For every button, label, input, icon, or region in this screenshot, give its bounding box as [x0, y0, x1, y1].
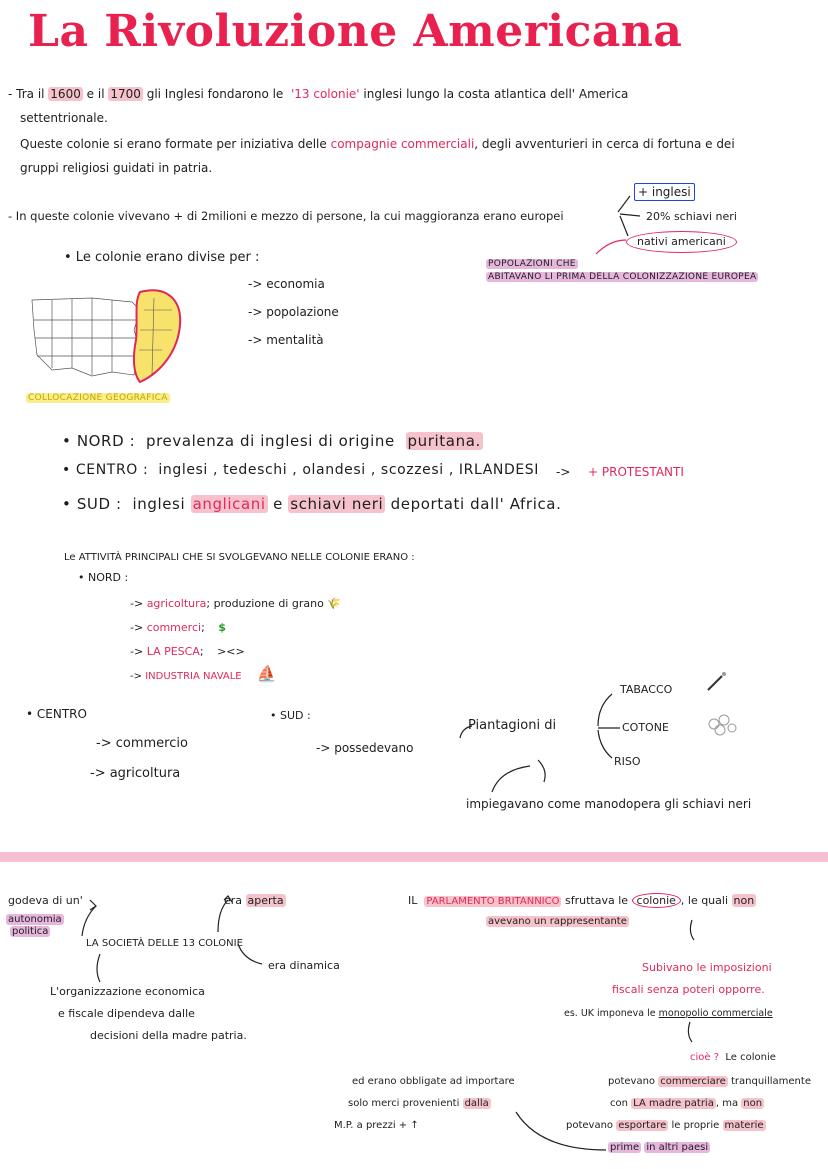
activity-extra: ; produzione di grano — [206, 597, 324, 610]
centro-item-agricoltura: -> agricoltura — [90, 766, 181, 781]
es-underline: monopolio commerciale — [658, 1008, 773, 1019]
intro-text: inglesi lungo la costa atlantica dell' America — [359, 87, 629, 101]
org-line-1: L'organizzazione economica — [50, 985, 205, 998]
cioe-text: cioè ? — [690, 1052, 720, 1063]
crop-cotone: COTONE — [622, 721, 669, 734]
centro-note: + PROTESTANTI — [588, 465, 684, 479]
trade-highlight: esportare — [618, 1120, 667, 1131]
trade-text: tranquillamente — [731, 1076, 811, 1087]
autonomy-text: autonomia — [8, 914, 62, 925]
arrow: -> — [130, 597, 144, 610]
region-text: prevalenza di inglesi di origine — [146, 432, 395, 450]
cioe-text: Le colonie — [725, 1052, 776, 1063]
division-item-economia: -> economia — [248, 277, 325, 291]
region-text: deportati dall' Africa. — [390, 495, 562, 513]
society-highlight: aperta — [247, 894, 284, 907]
tax-line-1: Subivano le imposizioni — [642, 961, 772, 974]
boat-icon: ⛵ — [256, 664, 277, 683]
intro-text: - Tra il — [8, 87, 49, 101]
centro-item-commercio: -> commercio — [96, 736, 188, 751]
dollar-icon: $ — [218, 621, 226, 634]
colonie-circled: colonie — [632, 893, 681, 908]
crop-riso: RISO — [614, 755, 641, 768]
intro-line-2: settentrionale. — [20, 111, 108, 125]
trade-text: potevano — [566, 1120, 614, 1131]
trade-highlight: LA madre patria — [633, 1098, 714, 1109]
sud-possedevano: -> possedevano — [316, 741, 414, 755]
trade-text: potevano — [608, 1076, 656, 1087]
org-line-3: decisioni della madre patria. — [90, 1029, 247, 1042]
map-label-text: COLLOCAZIONE GEOGRAFICA — [28, 393, 168, 403]
society-text: era — [224, 894, 243, 907]
autonomy-text: politica — [12, 926, 49, 937]
trade-highlight: materie — [724, 1120, 764, 1131]
intro-text: , degli avventurieri in cerca di fortuna e dei — [474, 137, 735, 151]
parliament-highlight: PARLAMENTO BRITANNICO — [426, 896, 560, 907]
trade-text: , ma — [715, 1098, 739, 1109]
activity-text: agricoltura — [146, 597, 207, 610]
activity-extra: ; — [201, 621, 205, 634]
import-highlight: dalla — [464, 1098, 489, 1109]
region-highlight: puritana. — [407, 432, 481, 450]
division-item-popolazione: -> popolazione — [248, 305, 339, 319]
year-1600: 1600 — [50, 87, 81, 101]
region-text: inglesi , tedeschi , olandesi , scozzesi , IRLANDESI — [158, 462, 539, 478]
arrow: -> — [130, 671, 142, 682]
wheat-icon: 🌾 — [327, 597, 342, 610]
companies-term: compagnie commerciali — [330, 137, 475, 151]
crop-tabacco: TABACCO — [620, 683, 673, 696]
trade-highlight: commerciare — [660, 1076, 726, 1087]
trade-highlight: prime — [610, 1142, 640, 1153]
plantations-label: Piantagioni di — [468, 718, 557, 733]
division-item-mentalita: -> mentalità — [248, 333, 324, 347]
parliament-highlight: non — [733, 894, 755, 907]
region-text: inglesi — [132, 495, 186, 513]
autonomy-line-1: godeva di un' — [8, 894, 83, 907]
activity-extra: ; — [199, 645, 204, 658]
arrow: -> — [130, 621, 144, 634]
population-line: - In queste colonie vivevano + di 2milioni e mezzo di persone, la cui maggioranza erano europei — [8, 209, 564, 223]
year-1700: 1700 — [110, 87, 141, 101]
parliament-text: , le quali — [680, 894, 729, 907]
intro-text: e il — [82, 87, 109, 101]
colonies-term: '13 colonie' — [290, 87, 360, 101]
native-note-text: ABITAVANO LI PRIMA DELLA COLONIZZAZIONE EUROPEA — [488, 272, 757, 282]
import-line-3: M.P. a prezzi + ↑ — [334, 1120, 419, 1131]
branch-schiavi: 20% schiavi neri — [646, 210, 737, 223]
parliament-highlight: avevano un rappresentante — [488, 916, 627, 927]
activity-text: commerci — [146, 621, 202, 634]
intro-line-4: gruppi religiosi guidati in patria. — [20, 161, 213, 175]
activity-text: LA PESCA — [146, 645, 200, 658]
activities-sud-label: • SUD : — [270, 709, 311, 722]
intro-text: Queste colonie si erano formate per iniziativa delle — [20, 137, 331, 151]
page-title: La Rivoluzione Americana — [28, 6, 683, 57]
import-line-1: ed erano obbligate ad importare — [352, 1076, 515, 1087]
region-text: e — [273, 495, 283, 513]
parliament-text: IL — [408, 894, 418, 907]
parliament-text: sfruttava le — [564, 894, 629, 907]
activity-text: INDUSTRIA NAVALE — [145, 671, 242, 682]
tax-line-2: fiscali senza poteri opporre. — [612, 983, 765, 996]
slaves-note: impiegavano come manodopera gli schiavi neri — [466, 797, 752, 811]
arrow: -> — [130, 645, 144, 658]
trade-highlight: non — [743, 1098, 763, 1109]
trade-text: le proprie — [671, 1120, 720, 1131]
region-highlight: schiavi neri — [290, 495, 384, 513]
region-label: • NORD : — [62, 432, 136, 450]
society-dynamic: era dinamica — [268, 959, 340, 972]
trade-text: con — [610, 1098, 628, 1109]
division-heading: • Le colonie erano divise per : — [64, 250, 260, 265]
region-label: • CENTRO : — [62, 462, 149, 478]
activities-heading: Le ATTIVITÀ PRINCIPALI CHE SI SVOLGEVANO NELLE COLONIE ERANO : — [64, 552, 415, 563]
fish-icon: ><> — [217, 645, 245, 658]
org-line-2: e fiscale dipendeva dalle — [58, 1007, 195, 1020]
native-note-text: POPOLAZIONI CHE — [488, 259, 576, 269]
society-center: LA SOCIETÀ DELLE 13 COLONIE — [86, 938, 243, 949]
branch-nativi: nativi americani — [626, 231, 737, 253]
region-label: • SUD : — [62, 495, 122, 513]
trade-highlight: in altri paesi — [646, 1142, 709, 1153]
activities-nord-label: • NORD : — [78, 571, 129, 584]
centro-arrow: -> — [556, 465, 571, 479]
import-text: solo merci provenienti — [348, 1098, 460, 1109]
intro-text: gli Inglesi fondarono le — [142, 87, 288, 101]
activities-centro-label: • CENTRO — [26, 707, 87, 721]
branch-inglesi: + inglesi — [634, 183, 695, 201]
es-text: es. UK imponeva le — [564, 1008, 656, 1019]
region-highlight: anglicani — [192, 495, 266, 513]
